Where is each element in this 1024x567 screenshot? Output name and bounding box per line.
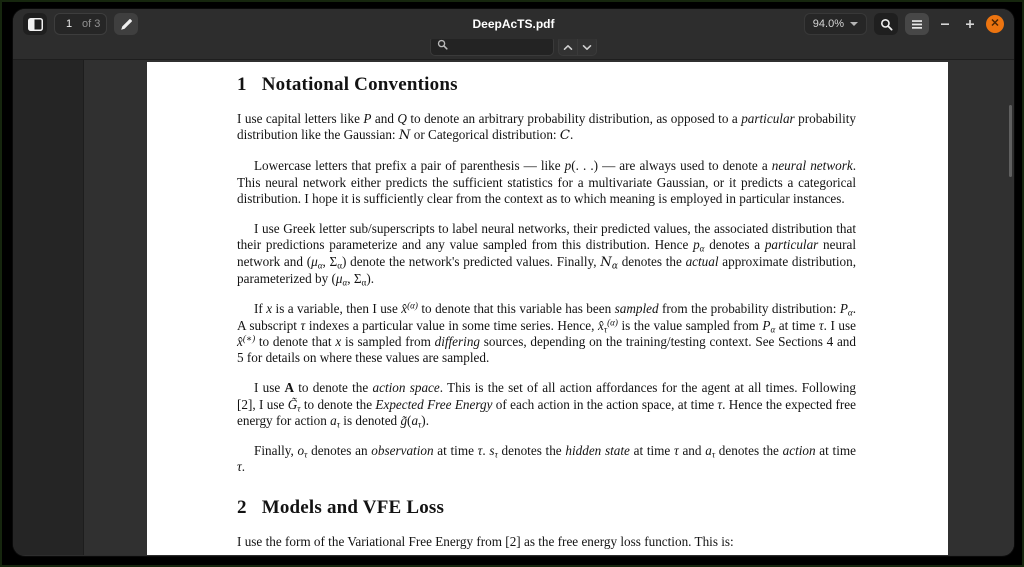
minus-icon bbox=[940, 17, 950, 32]
find-previous-button[interactable] bbox=[558, 36, 578, 56]
section-heading: 1 Notational Conventions bbox=[237, 74, 458, 95]
pencil-icon bbox=[120, 18, 133, 31]
pdf-page bbox=[147, 62, 948, 555]
chevron-up-icon bbox=[563, 39, 573, 54]
close-icon: ✕ bbox=[990, 17, 1000, 29]
chevron-down-icon bbox=[850, 22, 858, 26]
paragraph: Finally, $o_\tau$ denotes an observation at time τ. $s_\tau$ denotes the hidden state at time τ and $a_\tau$ denotes the action at time τ. bbox=[237, 443, 856, 475]
paragraph: If x is a variable, then I use x̂$^{(\alpha)}$ to denote that this variable has been sampled from the probability distribution: $P_\alpha$. A subscript τ indexes a particular value in some time series. Hence, $x̂_\tau^{(\alpha)}$ is the value sampled from $P_\alpha$ at time τ. I use x̂(∗) to denote that x is sampled from differing sources, depending on the training/testing context. See Sections 4 and 5 for details on where these values are sampled. bbox=[237, 300, 857, 366]
pdf-viewer-window bbox=[13, 9, 1014, 556]
maximize-button[interactable] bbox=[961, 15, 979, 33]
paragraph: I use capital letters like P and Q to denote an arbitrary probability distribution, as opposed to a particular probability distribution like the Gaussian: N or Categorical distribution: C. bbox=[237, 111, 856, 144]
document-view[interactable] bbox=[84, 60, 1014, 555]
sidebar-toggle-button[interactable] bbox=[23, 13, 47, 35]
zoom-level-dropdown[interactable] bbox=[804, 13, 867, 35]
annotate-button[interactable] bbox=[114, 13, 138, 35]
page-number-input[interactable] bbox=[61, 18, 77, 30]
header-bar bbox=[13, 9, 1014, 39]
sidebar-icon bbox=[28, 18, 43, 31]
window-title: DeepAcTS.pdf bbox=[472, 17, 555, 31]
find-input[interactable] bbox=[453, 40, 547, 52]
page-number-entry[interactable] bbox=[54, 13, 107, 35]
close-button[interactable] bbox=[986, 15, 1004, 33]
header-right-controls bbox=[804, 13, 1004, 35]
zoom-level-label: 94.0% bbox=[812, 18, 844, 30]
hamburger-menu-icon bbox=[911, 19, 923, 30]
vertical-scrollbar-thumb[interactable] bbox=[1009, 105, 1012, 177]
paragraph: I use Greek letter sub/superscripts to label neural networks, their predicted values, the associated distribution that their predictions parameterize and any value sampled from this distribution. Hence $p_\alpha$ denotes a particular neural network and ($\mu_\alpha$, $\Sigma_\alpha$) denote the network's predicted values. Finally, $N_\alpha$ denotes the actual approximate distribution, parameterized by ($\mu_\alpha$, $\Sigma_\alpha$). bbox=[237, 221, 857, 288]
find-next-button[interactable] bbox=[577, 36, 597, 56]
search-icon bbox=[437, 37, 448, 55]
find-controls bbox=[430, 36, 597, 56]
find-bar bbox=[13, 39, 1014, 60]
chevron-down-icon bbox=[582, 39, 592, 54]
paragraph: I use the form of the Variational Free Energy from [2] as the free energy loss function. This is: bbox=[237, 533, 734, 549]
search-icon bbox=[880, 18, 893, 31]
paragraph: I use A to denote the action space. This is the set of all action affordances for the agent at all times. Following [2], I use $G̃_\tau$ to denote the Expected Free Energy of each action in the action space, at time τ. Hence the expected free energy for action $a_\tau$ is denoted $g̃(a_\tau)$. bbox=[237, 380, 856, 430]
section-heading: 2 Models and VFE Loss bbox=[237, 496, 445, 518]
paragraph: Lowercase letters that prefix a pair of parenthesis — like p(. . .) — are always used to denote a neural network. This neural network either predicts the sufficient statistics for a multivariate Gaussian, or it predicts a categorical distribution. I hope it is sufficiently clear from the context as to which meaning is employed in particular instances. bbox=[237, 158, 856, 207]
search-toggle-button[interactable] bbox=[874, 13, 898, 35]
page-count-label: of 3 bbox=[82, 18, 101, 30]
minimize-button[interactable] bbox=[936, 15, 954, 33]
main-content bbox=[13, 60, 1014, 555]
main-menu-button[interactable] bbox=[905, 13, 929, 35]
plus-icon bbox=[965, 17, 975, 32]
thumbnail-sidebar[interactable] bbox=[13, 60, 84, 555]
find-nav-buttons bbox=[558, 36, 597, 56]
find-entry[interactable] bbox=[430, 36, 554, 56]
